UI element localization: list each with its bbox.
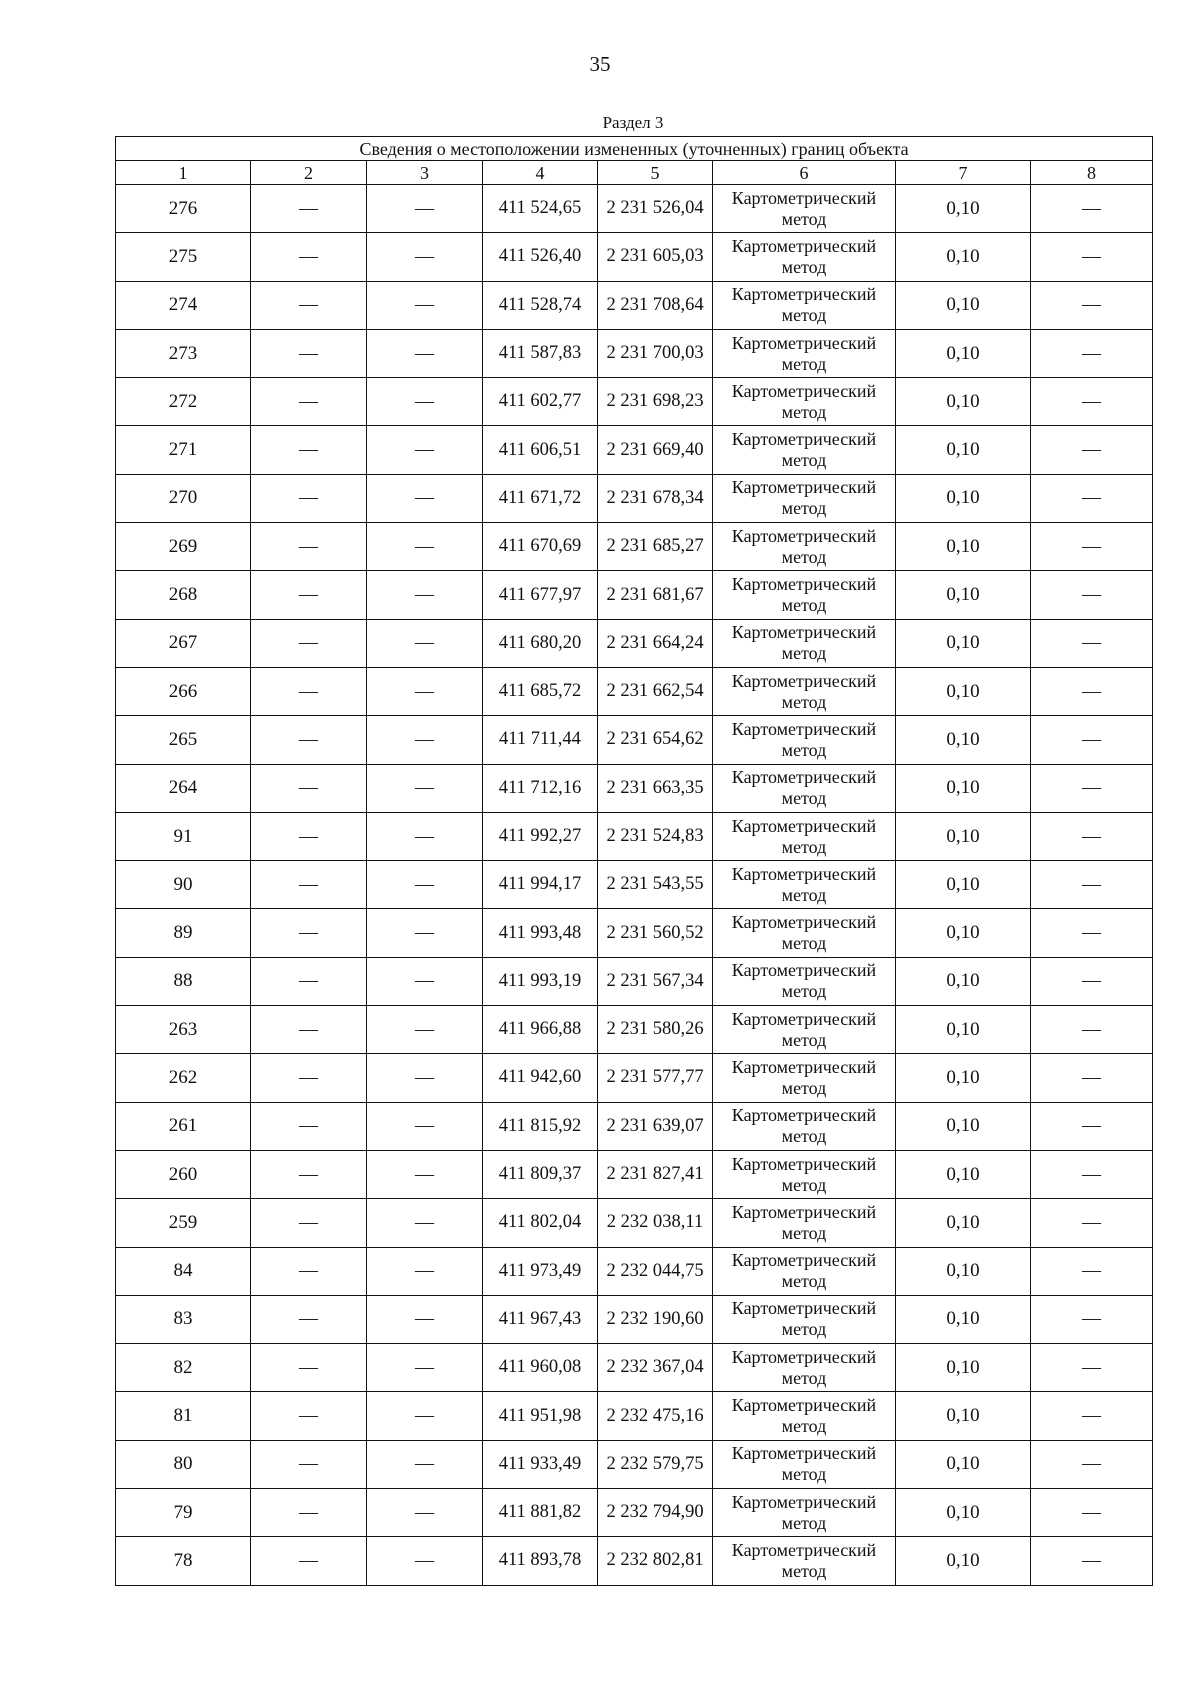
method-cell: Картометрический метод (713, 571, 896, 619)
col-8-cell: — (1031, 1392, 1153, 1440)
boundary-coordinates-table (115, 136, 1153, 1586)
col-2-cell: — (251, 1440, 367, 1488)
y-coordinate: 2 232 038,11 (598, 1199, 713, 1247)
point-number: 264 (116, 764, 251, 812)
point-number: 267 (116, 619, 251, 667)
col-2-cell: — (251, 861, 367, 909)
x-coordinate: 411 606,51 (483, 426, 598, 474)
col-3-cell: — (367, 716, 483, 764)
method-cell: Картометрический метод (713, 474, 896, 522)
col-3-cell: — (367, 812, 483, 860)
precision-cell: 0,10 (896, 619, 1031, 667)
precision-cell: 0,10 (896, 1247, 1031, 1295)
point-number: 79 (116, 1489, 251, 1537)
precision-cell: 0,10 (896, 1295, 1031, 1343)
col-2-cell: — (251, 1392, 367, 1440)
table-row (116, 1006, 1153, 1054)
col-2-cell: — (251, 909, 367, 957)
col-2-cell: — (251, 1199, 367, 1247)
x-coordinate: 411 524,65 (483, 185, 598, 233)
col-3-cell: — (367, 667, 483, 715)
precision-cell: 0,10 (896, 861, 1031, 909)
method-cell: Картометрический метод (713, 1150, 896, 1198)
col-8-cell: — (1031, 667, 1153, 715)
table-row (116, 474, 1153, 522)
point-number: 80 (116, 1440, 251, 1488)
col-8-cell: — (1031, 233, 1153, 281)
precision-cell: 0,10 (896, 185, 1031, 233)
method-cell: Картометрический метод (713, 619, 896, 667)
method-cell: Картометрический метод (713, 667, 896, 715)
col-8-cell: — (1031, 1199, 1153, 1247)
method-cell: Картометрический метод (713, 1247, 896, 1295)
point-number: 270 (116, 474, 251, 522)
col-8-cell: — (1031, 1295, 1153, 1343)
y-coordinate: 2 231 663,35 (598, 764, 713, 812)
table-row (116, 764, 1153, 812)
col-8-cell: — (1031, 1054, 1153, 1102)
table-row (116, 1199, 1153, 1247)
y-coordinate: 2 232 190,60 (598, 1295, 713, 1343)
x-coordinate: 411 993,48 (483, 909, 598, 957)
table-row (116, 861, 1153, 909)
point-number: 266 (116, 667, 251, 715)
precision-cell: 0,10 (896, 1440, 1031, 1488)
col-3-cell: — (367, 426, 483, 474)
y-coordinate: 2 231 567,34 (598, 957, 713, 1005)
y-coordinate: 2 231 639,07 (598, 1102, 713, 1150)
y-coordinate: 2 232 475,16 (598, 1392, 713, 1440)
col-3-cell: — (367, 185, 483, 233)
table-row (116, 281, 1153, 329)
col-2-cell: — (251, 1006, 367, 1054)
point-number: 269 (116, 523, 251, 571)
table-row (116, 329, 1153, 377)
col-3-cell: — (367, 1054, 483, 1102)
col-2-cell: — (251, 329, 367, 377)
method-cell: Картометрический метод (713, 1440, 896, 1488)
table-row (116, 233, 1153, 281)
column-number-row (116, 161, 1153, 185)
y-coordinate: 2 231 577,77 (598, 1054, 713, 1102)
method-cell: Картометрический метод (713, 233, 896, 281)
point-number: 262 (116, 1054, 251, 1102)
table-row (116, 1102, 1153, 1150)
method-cell: Картометрический метод (713, 1054, 896, 1102)
precision-cell: 0,10 (896, 571, 1031, 619)
point-number: 89 (116, 909, 251, 957)
col-3-cell: — (367, 861, 483, 909)
point-number: 88 (116, 957, 251, 1005)
y-coordinate: 2 231 827,41 (598, 1150, 713, 1198)
column-number-7: 7 (896, 161, 1031, 185)
col-2-cell: — (251, 1344, 367, 1392)
point-number: 263 (116, 1006, 251, 1054)
x-coordinate: 411 815,92 (483, 1102, 598, 1150)
point-number: 78 (116, 1537, 251, 1585)
precision-cell: 0,10 (896, 1199, 1031, 1247)
table-row (116, 667, 1153, 715)
col-8-cell: — (1031, 474, 1153, 522)
x-coordinate: 411 587,83 (483, 329, 598, 377)
table-row (116, 571, 1153, 619)
col-2-cell: — (251, 1150, 367, 1198)
precision-cell: 0,10 (896, 1054, 1031, 1102)
method-cell: Картометрический метод (713, 1489, 896, 1537)
y-coordinate: 2 231 560,52 (598, 909, 713, 957)
method-cell: Картометрический метод (713, 1102, 896, 1150)
column-number-1: 1 (116, 161, 251, 185)
precision-cell: 0,10 (896, 667, 1031, 715)
col-2-cell: — (251, 1054, 367, 1102)
col-3-cell: — (367, 329, 483, 377)
x-coordinate: 411 881,82 (483, 1489, 598, 1537)
x-coordinate: 411 528,74 (483, 281, 598, 329)
col-3-cell: — (367, 1440, 483, 1488)
precision-cell: 0,10 (896, 812, 1031, 860)
x-coordinate: 411 809,37 (483, 1150, 598, 1198)
x-coordinate: 411 893,78 (483, 1537, 598, 1585)
table-row (116, 619, 1153, 667)
method-cell: Картометрический метод (713, 716, 896, 764)
y-coordinate: 2 231 524,83 (598, 812, 713, 860)
x-coordinate: 411 966,88 (483, 1006, 598, 1054)
x-coordinate: 411 685,72 (483, 667, 598, 715)
col-2-cell: — (251, 378, 367, 426)
table-row (116, 1440, 1153, 1488)
method-cell: Картометрический метод (713, 1199, 896, 1247)
col-8-cell: — (1031, 1537, 1153, 1585)
col-8-cell: — (1031, 957, 1153, 1005)
point-number: 81 (116, 1392, 251, 1440)
column-number-8: 8 (1031, 161, 1153, 185)
point-number: 90 (116, 861, 251, 909)
precision-cell: 0,10 (896, 764, 1031, 812)
col-3-cell: — (367, 378, 483, 426)
y-coordinate: 2 231 526,04 (598, 185, 713, 233)
y-coordinate: 2 232 367,04 (598, 1344, 713, 1392)
col-2-cell: — (251, 1537, 367, 1585)
col-3-cell: — (367, 1537, 483, 1585)
col-3-cell: — (367, 233, 483, 281)
x-coordinate: 411 960,08 (483, 1344, 598, 1392)
x-coordinate: 411 670,69 (483, 523, 598, 571)
point-number: 271 (116, 426, 251, 474)
col-3-cell: — (367, 619, 483, 667)
precision-cell: 0,10 (896, 1392, 1031, 1440)
precision-cell: 0,10 (896, 474, 1031, 522)
x-coordinate: 411 677,97 (483, 571, 598, 619)
precision-cell: 0,10 (896, 1006, 1031, 1054)
table-row (116, 1295, 1153, 1343)
precision-cell: 0,10 (896, 329, 1031, 377)
y-coordinate: 2 232 044,75 (598, 1247, 713, 1295)
method-cell: Картометрический метод (713, 426, 896, 474)
column-number-6: 6 (713, 161, 896, 185)
precision-cell: 0,10 (896, 378, 1031, 426)
table-row (116, 185, 1153, 233)
col-8-cell: — (1031, 1006, 1153, 1054)
x-coordinate: 411 951,98 (483, 1392, 598, 1440)
col-8-cell: — (1031, 329, 1153, 377)
point-number: 273 (116, 329, 251, 377)
col-8-cell: — (1031, 1344, 1153, 1392)
x-coordinate: 411 802,04 (483, 1199, 598, 1247)
point-number: 260 (116, 1150, 251, 1198)
col-8-cell: — (1031, 716, 1153, 764)
method-cell: Картометрический метод (713, 909, 896, 957)
col-3-cell: — (367, 1247, 483, 1295)
method-cell: Картометрический метод (713, 957, 896, 1005)
table-row (116, 716, 1153, 764)
y-coordinate: 2 232 802,81 (598, 1537, 713, 1585)
y-coordinate: 2 231 700,03 (598, 329, 713, 377)
y-coordinate: 2 231 708,64 (598, 281, 713, 329)
col-2-cell: — (251, 1247, 367, 1295)
x-coordinate: 411 973,49 (483, 1247, 598, 1295)
method-cell: Картометрический метод (713, 1537, 896, 1585)
col-8-cell: — (1031, 619, 1153, 667)
method-cell: Картометрический метод (713, 1006, 896, 1054)
point-number: 259 (116, 1199, 251, 1247)
col-8-cell: — (1031, 812, 1153, 860)
col-2-cell: — (251, 1489, 367, 1537)
precision-cell: 0,10 (896, 523, 1031, 571)
col-8-cell: — (1031, 281, 1153, 329)
col-3-cell: — (367, 1344, 483, 1392)
col-3-cell: — (367, 1199, 483, 1247)
method-cell: Картометрический метод (713, 378, 896, 426)
table-row (116, 1344, 1153, 1392)
point-number: 268 (116, 571, 251, 619)
col-8-cell: — (1031, 426, 1153, 474)
col-3-cell: — (367, 764, 483, 812)
x-coordinate: 411 526,40 (483, 233, 598, 281)
point-number: 275 (116, 233, 251, 281)
column-number-2: 2 (251, 161, 367, 185)
method-cell: Картометрический метод (713, 812, 896, 860)
x-coordinate: 411 967,43 (483, 1295, 598, 1343)
column-number-5: 5 (598, 161, 713, 185)
col-3-cell: — (367, 1295, 483, 1343)
method-cell: Картометрический метод (713, 861, 896, 909)
table-row (116, 1150, 1153, 1198)
col-8-cell: — (1031, 1102, 1153, 1150)
x-coordinate: 411 992,27 (483, 812, 598, 860)
column-number-3: 3 (367, 161, 483, 185)
method-cell: Картометрический метод (713, 523, 896, 571)
y-coordinate: 2 231 662,54 (598, 667, 713, 715)
col-3-cell: — (367, 571, 483, 619)
col-2-cell: — (251, 1102, 367, 1150)
page-number: 35 (589, 52, 611, 76)
point-number: 82 (116, 1344, 251, 1392)
y-coordinate: 2 231 654,62 (598, 716, 713, 764)
col-3-cell: — (367, 523, 483, 571)
column-number-4: 4 (483, 161, 598, 185)
x-coordinate: 411 993,19 (483, 957, 598, 1005)
col-2-cell: — (251, 281, 367, 329)
col-3-cell: — (367, 1150, 483, 1198)
col-8-cell: — (1031, 1440, 1153, 1488)
col-8-cell: — (1031, 861, 1153, 909)
y-coordinate: 2 232 579,75 (598, 1440, 713, 1488)
y-coordinate: 2 231 669,40 (598, 426, 713, 474)
point-number: 265 (116, 716, 251, 764)
table-row (116, 812, 1153, 860)
col-3-cell: — (367, 909, 483, 957)
point-number: 91 (116, 812, 251, 860)
table-row (116, 1392, 1153, 1440)
section-label: Раздел 3 (602, 113, 664, 132)
precision-cell: 0,10 (896, 233, 1031, 281)
col-2-cell: — (251, 957, 367, 1005)
precision-cell: 0,10 (896, 1489, 1031, 1537)
precision-cell: 0,10 (896, 1150, 1031, 1198)
col-2-cell: — (251, 1295, 367, 1343)
method-cell: Картометрический метод (713, 1392, 896, 1440)
x-coordinate: 411 680,20 (483, 619, 598, 667)
col-2-cell: — (251, 812, 367, 860)
col-3-cell: — (367, 957, 483, 1005)
method-cell: Картометрический метод (713, 329, 896, 377)
point-number: 261 (116, 1102, 251, 1150)
col-2-cell: — (251, 716, 367, 764)
method-cell: Картометрический метод (713, 185, 896, 233)
col-8-cell: — (1031, 909, 1153, 957)
col-8-cell: — (1031, 1247, 1153, 1295)
col-2-cell: — (251, 571, 367, 619)
col-8-cell: — (1031, 378, 1153, 426)
x-coordinate: 411 994,17 (483, 861, 598, 909)
col-8-cell: — (1031, 523, 1153, 571)
y-coordinate: 2 231 605,03 (598, 233, 713, 281)
col-8-cell: — (1031, 185, 1153, 233)
point-number: 276 (116, 185, 251, 233)
col-3-cell: — (367, 281, 483, 329)
precision-cell: 0,10 (896, 1344, 1031, 1392)
col-3-cell: — (367, 1102, 483, 1150)
x-coordinate: 411 712,16 (483, 764, 598, 812)
y-coordinate: 2 231 681,67 (598, 571, 713, 619)
method-cell: Картометрический метод (713, 1344, 896, 1392)
table-row (116, 523, 1153, 571)
col-2-cell: — (251, 233, 367, 281)
x-coordinate: 411 942,60 (483, 1054, 598, 1102)
precision-cell: 0,10 (896, 426, 1031, 474)
col-8-cell: — (1031, 764, 1153, 812)
table-body (116, 185, 1153, 1586)
y-coordinate: 2 232 794,90 (598, 1489, 713, 1537)
table-row (116, 957, 1153, 1005)
col-3-cell: — (367, 1489, 483, 1537)
method-cell: Картометрический метод (713, 1295, 896, 1343)
method-cell: Картометрический метод (713, 281, 896, 329)
table-row (116, 909, 1153, 957)
col-2-cell: — (251, 426, 367, 474)
y-coordinate: 2 231 543,55 (598, 861, 713, 909)
x-coordinate: 411 671,72 (483, 474, 598, 522)
table-row (116, 1054, 1153, 1102)
y-coordinate: 2 231 698,23 (598, 378, 713, 426)
point-number: 272 (116, 378, 251, 426)
col-8-cell: — (1031, 1489, 1153, 1537)
table-row (116, 1247, 1153, 1295)
y-coordinate: 2 231 678,34 (598, 474, 713, 522)
precision-cell: 0,10 (896, 1537, 1031, 1585)
col-2-cell: — (251, 474, 367, 522)
col-3-cell: — (367, 474, 483, 522)
precision-cell: 0,10 (896, 957, 1031, 1005)
point-number: 83 (116, 1295, 251, 1343)
col-2-cell: — (251, 185, 367, 233)
precision-cell: 0,10 (896, 716, 1031, 764)
col-2-cell: — (251, 523, 367, 571)
col-3-cell: — (367, 1392, 483, 1440)
col-2-cell: — (251, 619, 367, 667)
precision-cell: 0,10 (896, 281, 1031, 329)
y-coordinate: 2 231 664,24 (598, 619, 713, 667)
x-coordinate: 411 711,44 (483, 716, 598, 764)
precision-cell: 0,10 (896, 909, 1031, 957)
col-8-cell: — (1031, 571, 1153, 619)
col-8-cell: — (1031, 1150, 1153, 1198)
y-coordinate: 2 231 685,27 (598, 523, 713, 571)
table-row (116, 378, 1153, 426)
col-2-cell: — (251, 667, 367, 715)
point-number: 274 (116, 281, 251, 329)
method-cell: Картометрический метод (713, 764, 896, 812)
col-3-cell: — (367, 1006, 483, 1054)
table-row (116, 1489, 1153, 1537)
x-coordinate: 411 933,49 (483, 1440, 598, 1488)
point-number: 84 (116, 1247, 251, 1295)
table-row (116, 426, 1153, 474)
y-coordinate: 2 231 580,26 (598, 1006, 713, 1054)
x-coordinate: 411 602,77 (483, 378, 598, 426)
table-caption: Сведения о местоположении измененных (уточненных) границ объекта (116, 137, 1153, 161)
col-2-cell: — (251, 764, 367, 812)
precision-cell: 0,10 (896, 1102, 1031, 1150)
table-row (116, 1537, 1153, 1585)
